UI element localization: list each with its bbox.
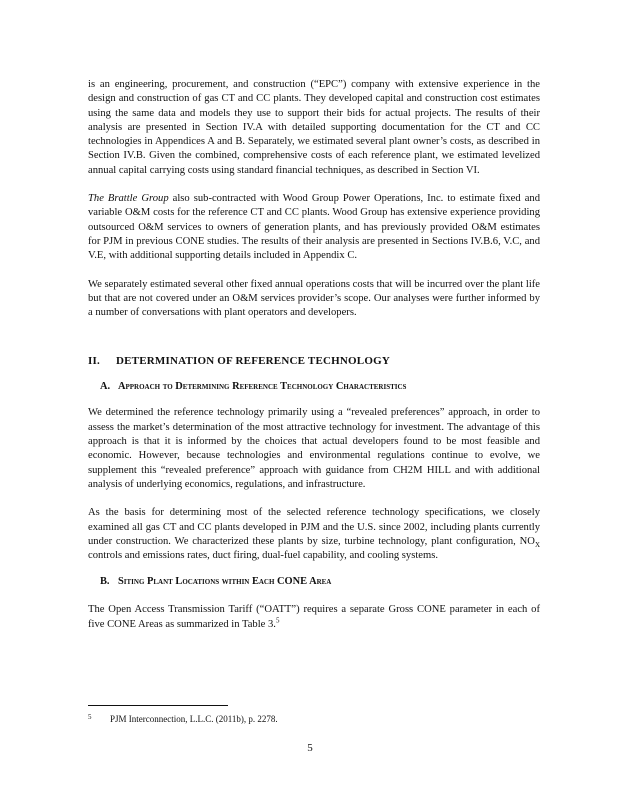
section-heading: [88, 354, 540, 368]
subsection-heading-a: [100, 380, 540, 394]
organization-name: The Brattle Group: [88, 193, 169, 205]
paragraph-basis: [88, 506, 540, 563]
footnote-number: 5: [88, 713, 92, 721]
paragraph-wood-group-text: also sub-contracted with Wood Group Power Operations, Inc. to estimate fixed and variable O&M costs for the reference CT and CC plants. Wood Group has extensive experience providing outsourced O&M services to owners of generation plants, and has previously provided O&M estimates for PJM in previous CONE studies. The results of their analysis are presented in Sections IV.B.6, V.C, and V.E, with additional supporting details included in Appendix C.: [88, 193, 540, 262]
footnote-reference[interactable]: 5: [275, 616, 280, 625]
paragraph-revealed-preferences: We determined the reference technology primarily using a “revealed preferences” approach, in order to assess the market’s determination of the most attractive technology for investment. The advantage of this approach is that it is informed by the choices that actual developers found to be most feasible and economic. However, because technologies and environmental regulations continue to evolve, we supplement this “revealed preference” approach with guidance from CH2M HILL and with additional analysis of underlying economics, regulations, and infrastructure.: [88, 407, 540, 490]
footnote: [88, 713, 540, 725]
footnote-divider: [88, 705, 228, 706]
subsection-a-title: Approach to Determining Reference Technology Characteristics: [118, 381, 407, 393]
footnote-text: PJM Interconnection, L.L.C. (2011b), p. 2278.: [110, 714, 278, 724]
paragraph-basis-text-1: As the basis for determining most of the selected reference technology specifications, we closely examined all gas CT and CC plants developed in PJM and the U.S. since 2002, including plants currently under construction. We characterized these plants by size, turbine technology, plant configuration, NO: [88, 507, 540, 547]
paragraph-wood-group: [88, 192, 540, 263]
paragraph-epc: is an engineering, procurement, and construction (“EPC”) company with extensive experience in the design and construction of gas CT and CC plants. They developed capital and construction cost estimates using the same data and models they use to support their bids for actual projects. The results of their analysis are presented in Section IV.A with detailed supporting documentation for the CT and CC technologies in Appendices A and B. Separately, we estimated several plant owner’s costs, as described in Section IV.B. Given the combined, comprehensive costs of each reference plant, we estimated levelized annual capital carrying costs using standard financial techniques, as described in Section VI.: [88, 79, 540, 176]
subsection-a-number: A.: [100, 381, 111, 393]
section-title: DETERMINATION OF REFERENCE TECHNOLOGY: [116, 355, 390, 368]
section-number: II.: [88, 355, 100, 368]
paragraph-oatt: [88, 603, 540, 632]
page-body: [88, 78, 540, 632]
paragraph-basis-text-2: controls and emissions rates, duct firing, dual-fuel capability, and cooling systems.: [88, 550, 439, 562]
page-number: 5: [307, 742, 313, 754]
subsection-b-title: Siting Plant Locations within Each CONE Area: [118, 576, 332, 588]
paragraph-other-costs: We separately estimated several other fixed annual operations costs that will be incurred over the plant life but that are not covered under an O&M services provider’s scope. Our analyses were further informed by a number of conversations with plant operators and developers.: [88, 278, 540, 319]
paragraph-oatt-text: The Open Access Transmission Tariff (“OATT”) requires a separate Gross CONE parameter in each of five CONE Areas as summarized in Table 3.: [88, 604, 540, 630]
nox-subscript: X: [534, 540, 540, 549]
subsection-b-number: B.: [100, 576, 110, 588]
subsection-heading-b: [100, 575, 540, 589]
